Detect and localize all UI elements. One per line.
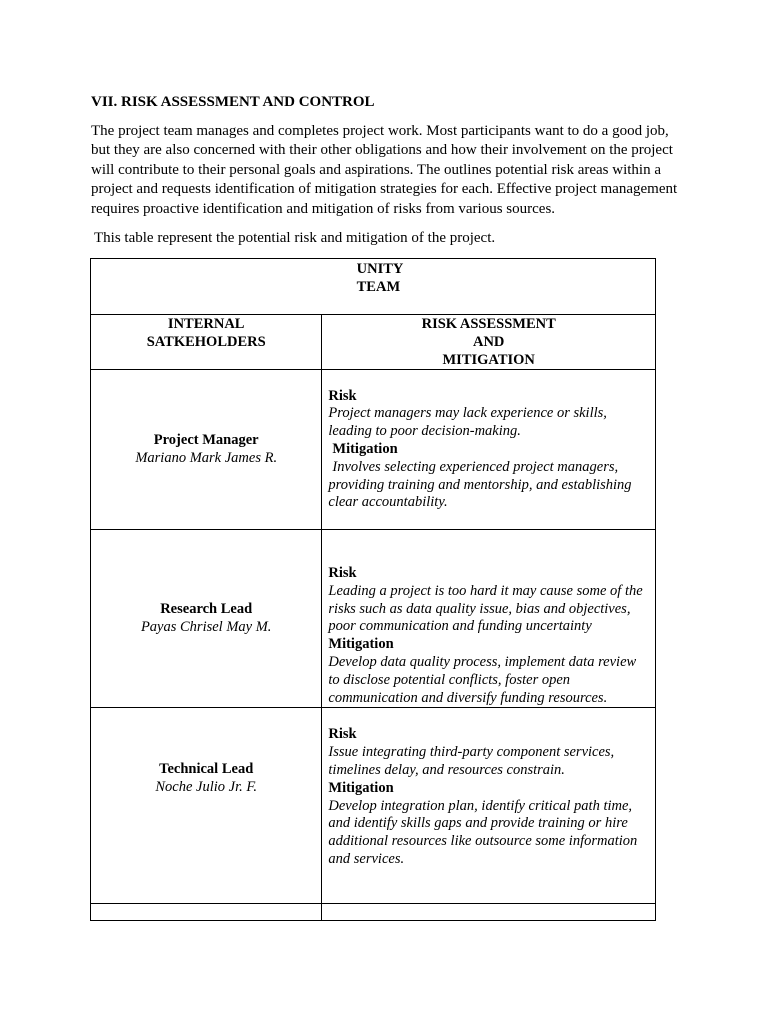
header-left-line1: INTERNAL [167, 316, 245, 332]
risk-text: Project managers may lack experience or skills, leading to poor decision-making. [328, 405, 607, 440]
empty-cell [322, 904, 656, 921]
stakeholder-role: Technical Lead [159, 761, 254, 778]
risk-label: Risk [328, 565, 357, 582]
risk-label: Risk [328, 387, 357, 404]
risk-text: Issue integrating third-party component services, timelines delay, and resources constrain. [328, 744, 615, 778]
stakeholder-name: Noche Julio Jr. F. [155, 779, 257, 796]
mitigation-label: Mitigation [328, 779, 394, 796]
stakeholder-role: Project Manager [153, 432, 259, 449]
mitigation-text: Develop integration plan, identify critical path time, and identify skills gaps and provide training or hire additional resources like outsource some information and services. [328, 797, 638, 867]
intro-paragraph: The project team manages and completes project work. Most participants want to do a good job, but they are also concerned with their other obligations and how their involvement on the project will contribute to their personal goals and aspirations. The outlines potential risk areas within a project and requests identification of mitigation strategies for each. Effective project management requires proactive identification and mitigation of risks from various sources. [91, 123, 678, 217]
risk-mitigation-cell [322, 708, 656, 904]
stakeholder-cell [91, 530, 322, 708]
table-title-cell [91, 259, 656, 315]
risk-text: Leading a project is too hard it may cause some of the risks such as data quality issue, bias and objectives, poor communication and funding uncertainty [328, 582, 643, 635]
mitigation-label: Mitigation [328, 636, 394, 653]
stakeholder-role: Research Lead [160, 601, 253, 618]
table-row [91, 530, 656, 708]
risk-mitigation-cell [322, 530, 656, 708]
table-row [91, 708, 656, 904]
header-right-line2: AND [472, 333, 505, 350]
table-row-empty [91, 904, 656, 921]
mitigation-label: Mitigation [332, 440, 398, 457]
table-row [91, 370, 656, 530]
table-title-row [91, 259, 656, 315]
header-risk-assessment [322, 315, 656, 370]
table-header-row [91, 315, 656, 370]
empty-cell [91, 904, 322, 921]
stakeholder-cell [91, 370, 322, 530]
table-title-line2: TEAM [356, 278, 401, 295]
stakeholder-name: Mariano Mark James R. [135, 449, 278, 466]
header-right-line3: MITIGATION [442, 351, 535, 368]
header-internal-stakeholders [91, 315, 322, 370]
mitigation-text: Develop data quality process, implement data review to disclose potential conflicts, foster open communication and diversify funding resources. [328, 654, 637, 706]
stakeholder-cell [91, 708, 322, 904]
table-caption: This table represent the potential risk and mitigation of the project. [94, 230, 496, 246]
header-right-line1: RISK ASSESSMENT [421, 316, 556, 332]
mitigation-text: Involves selecting experienced project managers, providing training and mentorship, and establishing clear accountability. [328, 458, 632, 511]
risk-label: Risk [328, 726, 357, 743]
section-heading: VII. RISK ASSESSMENT AND CONTROL [91, 94, 375, 110]
table-title-line1: UNITY [356, 261, 404, 277]
risk-mitigation-table [90, 258, 656, 921]
stakeholder-name: Payas Chrisel May M. [140, 618, 272, 635]
risk-mitigation-cell [322, 370, 656, 530]
header-left-line2: SATKEHOLDERS [146, 333, 266, 350]
